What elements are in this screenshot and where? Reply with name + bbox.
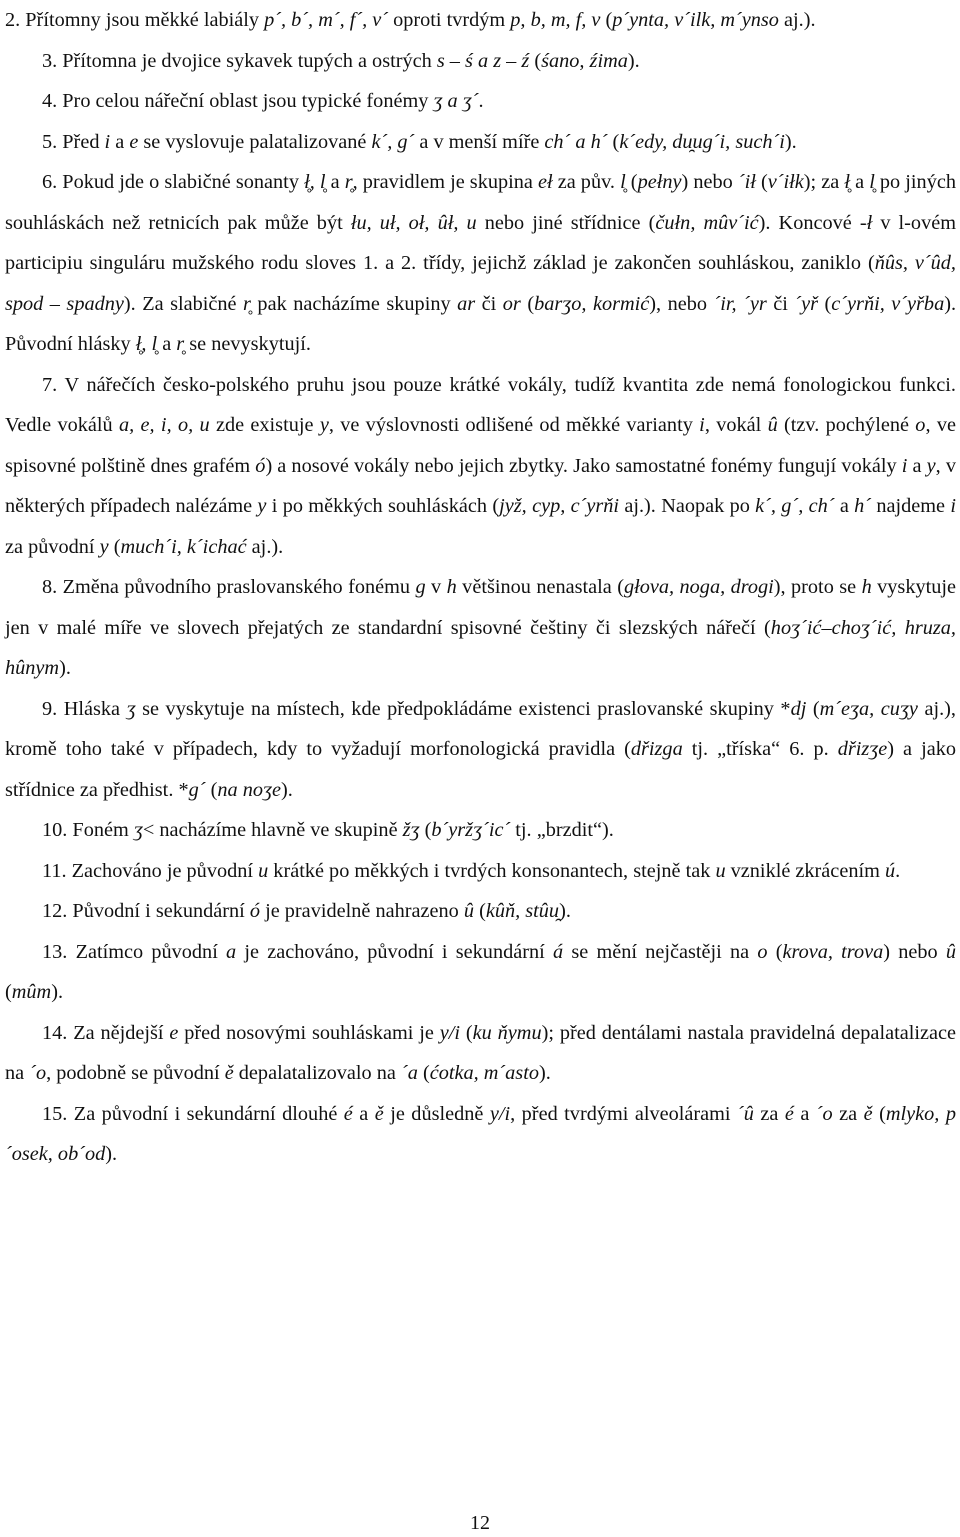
paragraph-11: 11. Zachováno je původní u krátké po měkkých i tvrdých konsonantech, stejně tak u vzniklé zkrácením ú. (42, 859, 901, 882)
paragraph-9: 9. Hláska ʒ se vyskytuje na místech, kde předpokládáme existenci praslovanské skupiny *dj (m´eʒa, cuʒy aj.), kromě toho také v případech, kdy to vyžadují morfonologická pravidla (dřizga tj. „tříska“ 6. p. dřizʒe) a jako střídnice za předhist. *g´ (na noʒe). (5, 697, 956, 801)
paragraph-10: 10. Foném ʒ< nacházíme hlavně ve skupině žʒ (b´yržʒ´ic´ tj. „brzdit“). (42, 819, 614, 841)
paragraph-7: 7. V nářečích česko-polského pruhu jsou pouze krátké vokály, tudíž kvantita zde nemá fonologickou funkci. Vedle vokálů a, e, i, o, u zde existuje y, ve výslovnosti odlišené od měkké varianty i, vokál û (tzv. pochýlené o, ve spisovné polštině dnes grafém ó) a nosové vokály nebo jejich zbytky. Jako samostatné fonémy fungují vokály i a y, v některých případech nalézáme y i po měkkých souhláskách (jyž, cyp, c´yrňi aj.). Naopak po k´, g´, ch´ a h´ najdeme i za původní y (much´i, k´ichać aj.). (5, 373, 957, 558)
paragraph-13: 13. Zatímco původní a je zachováno, původní i sekundární á se mění nejčastěji na o (krova, trova) nebo û (mûm). (5, 940, 956, 1003)
paragraph-3: 3. Přítomna je dvojice sykavek tupých a ostrých s – ś a z – ź (śano, źima). (42, 49, 640, 72)
document-body (5, 0, 956, 1175)
paragraph-8: 8. Změna původního praslovanského fonému g v h většinou nenastala (głova, noga, drogi), proto se h vyskytuje jen v malé míře ve slovech přejatých ze standardní spisovné češtiny či slezských nářečí (hoʒ´ić–choʒ´ić, hruza, hûnym). (5, 576, 957, 679)
paragraph-5: 5. Před i a e se vyslovuje palatalizované k´, g´ a v menší míře ch´ a h´ (k´edy, du̯ug´i, such´i). (42, 130, 797, 153)
paragraph-6: 6. Pokud jde o slabičné sonanty ł̥, l̥ a r̥, pravidlem je skupina eł za pův. l̥ (pełny) nebo ´ił (v´iłk); za ł̥ a l̥ po jiných souhláskách než retnicích pak může být łu, uł, oł, ûł, u nebo jiné střídnice (čułn, mûv´ić). Koncové -ł v l-ovém participiu singuláru mužského rodu sloves 1. a 2. třídy, jejichž základ je zakončen souhláskou, zaniklo (ňûs, v´ûd, spod – spadny). Za slabičné r̥ pak nacházíme skupiny ar či or (barʒo, kormić), nebo ´ir, ´yr či ´yř (c´yrňi, v´yřba). Původní hlásky ł̥, l̥ a r̥ se nevyskytují. (5, 171, 957, 355)
paragraph-15: 15. Za původní i sekundární dlouhé é a ě je důsledně y/i, před tvrdými alveolárami ´û za é a ´o za ě (mlyko, p´osek, ob´od). (5, 1102, 956, 1165)
paragraph-12: 12. Původní i sekundární ó je pravidelně nahrazeno û (kûň, stûu̯). (42, 900, 571, 922)
paragraph-4: 4. Pro celou nářeční oblast jsou typické fonémy ʒ a ʒ´. (42, 90, 484, 112)
page-number: 12 (470, 1512, 490, 1534)
paragraph-2: 2. Přítomny jsou měkké labiály p´, b´, m´, f´, v´ oproti tvrdým p, b, m, f, v (p´ynta, v´ilk, m´ynso aj.). (5, 9, 816, 31)
paragraph-14: 14. Za nějdejší e před nosovými souhláskami je y/i (ku ňymu); před dentálami nastala pravidelná depalatalizace na ´o, podobně se původní ě depalatalizovalo na ´a (ćotka, m´asto). (5, 1021, 956, 1084)
